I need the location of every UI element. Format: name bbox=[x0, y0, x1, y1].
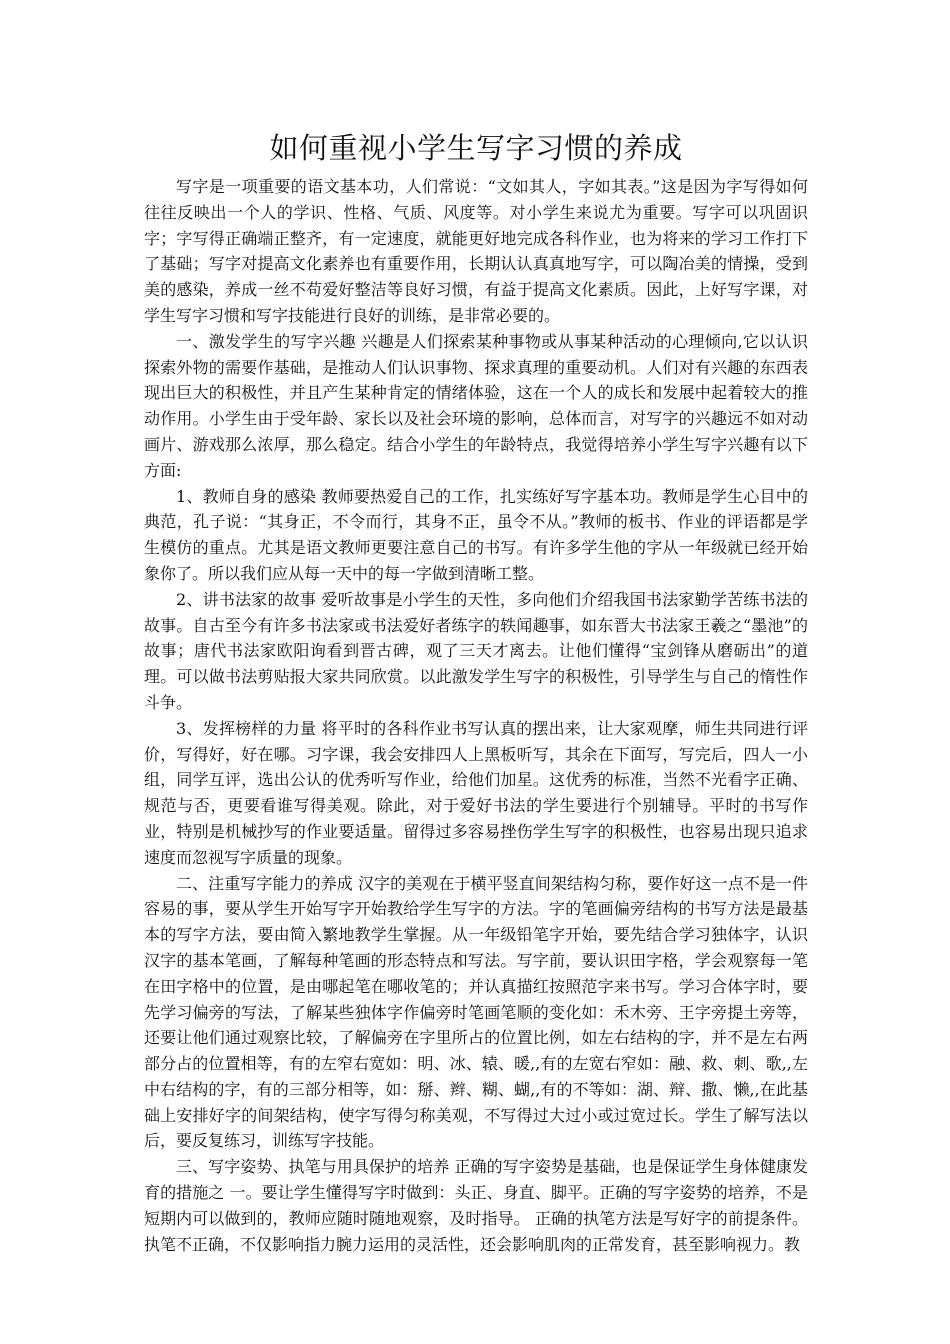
paragraph-section-2: 二、注重写字能力的养成 汉字的美观在于横平竖直间架结构匀称，要作好这一点不是一件容易的事，要从学生开始写字开始教给学生写字的方法。字的笔画偏旁结构的书写方法是最基本的写字方法，要由简入繁地教学生掌握。从一年级铅笔字开始，要先结合学习独体字，认识汉字的基本笔画，了解每种笔画的形态特点和写法。写字前，要认识田字格，学会观察每一笔在田字格中的位置，是由哪起笔在哪收笔的；并认真描红按照范字来书写。学习合体字时，要先学习偏旁的写法，了解某些独体字作偏旁时笔画笔顺的变化如：禾木旁、王字旁提土旁等，还要让他们通过观察比较，了解偏旁在字里所占的位置比例，如左右结构的字，并不是左右两部分占的位置相等，有的左窄右宽如：明、冰、辕、暖,,有的左宽右窄如：融、救、刺、歌,,左中右结构的字，有的三部分相等，如：掰、辫、糊、蝴,,有的不等如：湖、辩、撒、懒,,在此基础上安排好字的间架结构，使字写得匀称美观，不写得过大过小或过宽过长。学生了解写法以后，要反复练习，训练写字技能。 bbox=[144, 873, 808, 1151]
document-page bbox=[144, 128, 808, 1257]
paragraph-section-3: 三、写字姿势、执笔与用具保护的培养 正确的写字姿势是基础，也是保证学生身体健康发育的措施之 一。要让学生懂得写字时做到：头正、身直、脚平。正确的写字姿势的培养，不是短期内可以做到的，教师应随时随地观察，及时指导。 正确的执笔方法是写好字的前提条件。执笔不正确，不仅影响指力腕力运用的灵活性，还会影响肌肉的正常发育，甚至影响视力。教 bbox=[144, 1157, 808, 1254]
document-body bbox=[144, 174, 808, 1257]
paragraph-item-1: 1、教师自身的感染 教师要热爱自己的工作，扎实练好写字基本功。教师是学生心目中的典范，孔子说：“其身正，不令而行，其身不正，虽令不从。”教师的板书、作业的评语都是学生模仿的重点。尤其是语文教师更要注意自己的书写。有许多学生他的字从一年级就已经开始象你了。所以我们应从每一天中的每一字做到清晰工整。 bbox=[144, 486, 808, 583]
document-title: 如何重视小学生写字习惯的养成 bbox=[269, 131, 683, 165]
paragraph-item-2: 2、讲书法家的故事 爱听故事是小学生的天性，多向他们介绍我国书法家勤学苦练书法的故事。自古至今有许多书法家或书法爱好者练字的轶闻趣事，如东晋大书法家王羲之“墨池”的故事；唐代书法家欧阳询看到晋古碑，观了三天才离去。让他们懂得“宝剑锋从磨砺出”的道理。可以做书法剪贴报大家共同欣赏。以此激发学生写字的积极性，引导学生与自己的惰性作斗争。 bbox=[144, 589, 808, 712]
paragraph-intro: 写字是一项重要的语文基本功，人们常说：“文如其人，字如其表。”这是因为字写得如何往往反映出一个人的学识、性格、气质、风度等。对小学生来说尤为重要。写字可以巩固识字；字写得正确端正整齐，有一定速度，就能更好地完成各科作业，也为将来的学习工作打下了基础；写字对提高文化素养也有重要作用，长期认认真真地写字，可以陶冶美的情操，受到美的感染，养成一丝不苟爱好整洁等良好习惯，有益于提高文化素质。因此，上好写字课，对学生写字习惯和写字技能进行良好的训练，是非常必要的。 bbox=[144, 177, 808, 325]
paragraph-item-3: 3、发挥榜样的力量 将平时的各科作业书写认真的摆出来，让大家观摩，师生共同进行评价，写得好，好在哪。习字课，我会安排四人上黑板听写，其余在下面写，写完后，四人一小组，同学互评，选出公认的优秀听写作业，给他们加星。这优秀的标准，当然不光看字正确、规范与否，更要看谁写得美观。除此，对于爱好书法的学生要进行个别辅导。平时的书写作业，特别是机械抄写的作业要适量。留得过多容易挫伤学生写字的积极性，也容易出现只追求速度而忽视写字质量的现象。 bbox=[144, 718, 808, 867]
paragraph-section-1: 一、激发学生的写字兴趣 兴趣是人们探索某种事物或从事某种活动的心理倾向,它以认识探索外物的需要作基础，是推动人们认识事物、探求真理的重要动机。人们对有兴趣的东西表现出巨大的积极性，并且产生某种肯定的情绪体验，这在一个人的成长和发展中起着较大的推动作用。小学生由于受年龄、家长以及社会环境的影响，总体而言，对写字的兴趣远不如对动画片、游戏那么浓厚，那么稳定。结合小学生的年龄特点，我觉得培养小学生写字兴趣有以下方面: bbox=[144, 331, 808, 480]
